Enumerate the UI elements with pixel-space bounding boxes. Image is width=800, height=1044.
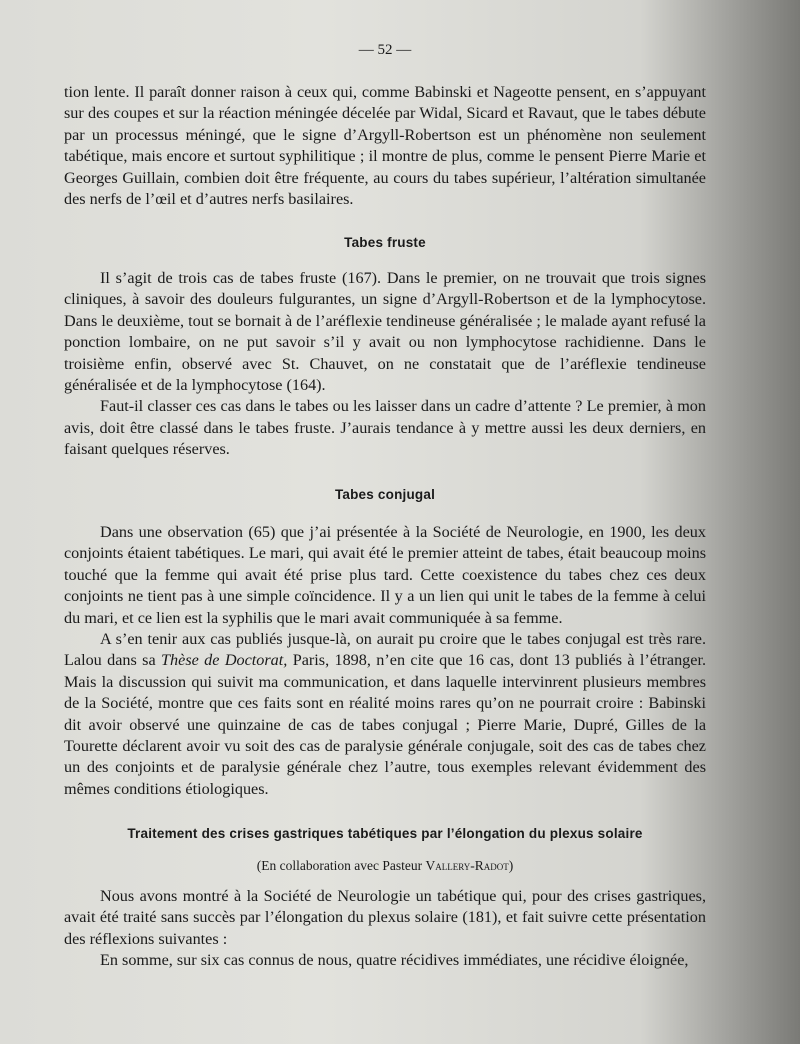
tabes-conjugal-section [64,522,706,800]
tabes-fruste-section [64,268,706,461]
page-number: — 52 — [358,42,412,58]
traitement-paragraph-2: En somme, sur six cas connus de nous, quatre récidives immédiates, une récidive éloignée, [100,951,689,970]
conjugal-paragraph-2 [64,629,706,800]
collab-prefix: (En collaboration avec Pasteur [256,858,426,873]
conjugal-paragraph-1: Dans une observation (65) que j’ai présentée à la Société de Neurologie, en 1900, les deux conjoints étaient tabétiques. Le mari, qui avait été le premier atteint de tabes, était beaucoup moins touché que la femme qui avait été prise plus tard. Cette coexistence du tabes chez ces deux conjoints ne tient pas à une simple coïncidence. Il y a un lien qui unit le tabes de la femme à celui du mari, et ce lien est la syphilis que le mari avait communiquée à sa femme. [64,523,706,627]
thesis-title-italic: Thèse de Doctorat, [161,651,288,670]
conjugal-p2-text-after: Paris, 1898, n’en cite que 16 cas, dont 13 publiés à l’étranger. Mais la discussion qui suivit ma communication, et dans laquelle intervinrent plusieurs membres de la Société, montre que ces faits sont en réalité moins rares qu’on ne pourrait croire : Babinski dit avoir observé une quinzaine de cas de tabes conjugal ; Pierre Marie, Dupré, Gilles de la Tourette déclarent avoir vu soit des cas de paralysie générale conjugale, soit des cas de tabes chez un des conjoints et de paralysie générale chez l’autre, tous exemples relevant évidemment des mêmes conditions étiologiques. [64,651,706,798]
heading-tabes-conjugal: Tabes conjugal [334,487,436,502]
fruste-paragraph-2: Faut-il classer ces cas dans le tabes ou les laisser dans un cadre d’attente ? Le premier, à mon avis, doit être classé dans le tabes fruste. J’aurais tendance à y mettre aussi les deux derniers, en faisant quelques réserves. [64,397,706,459]
fruste-paragraph-1: Il s’agit de trois cas de tabes fruste (167). Dans le premier, on ne trouvait que trois signes cliniques, à savoir des douleurs fulgurantes, un signe d’Argyll-Robertson et de la lymphocytose. Dans le deuxième, tout se bornait à de l’aréflexie tendineuse généralisée ; le malade ayant refusé la ponction lombaire, on ne put savoir s’il y avait ou non lymphocytose rachidienne. Dans le troisième enfin, observé avec St. Chauvet, on ne constatait que de l’aréflexie tendineuse généralisée et de la lymphocytose (164). [64,269,706,395]
collab-name: Vallery-Radot [425,858,509,873]
conjugal-p2-text-before: A s’en tenir aux cas publiés jusque-là, on aurait pu croire que le tabes conjugal est très rare. Lalou dans sa [64,630,706,670]
traitement-paragraph-1: Nous avons montré à la Société de Neurologie un tabétique qui, pour des crises gastriques, avait été traité sans succès par l’élongation du plexus solaire (181), et fait suivre cette présentation des réflexions suivantes : [64,887,706,948]
intro-section [64,82,706,210]
collaboration-note [64,855,706,876]
heading-tabes-fruste: Tabes fruste [344,235,426,250]
collab-suffix: ) [508,858,514,873]
heading-traitement: Traitement des crises gastriques tabétiques par l’élongation du plexus solaire [127,826,643,841]
traitement-section [64,886,706,972]
intro-paragraph: tion lente. Il paraît donner raison à ceux qui, comme Babinski et Nageotte pensent, en s’appuyant sur des coupes et sur la réaction méningée décelée par Widal, Sicard et Ravaut, que le tabes débute par un processus méningé, que le signe d’Argyll-Robertson est un phénomène non seulement tabétique, mais encore et surtout syphilitique ; il montre de plus, comme le pensent Pierre Marie et Georges Guillain, combien doit être fréquente, au cours du tabes supérieur, l’altération simultanée des nerfs de l’œil et d’autres nerfs basilaires. [64,83,706,209]
